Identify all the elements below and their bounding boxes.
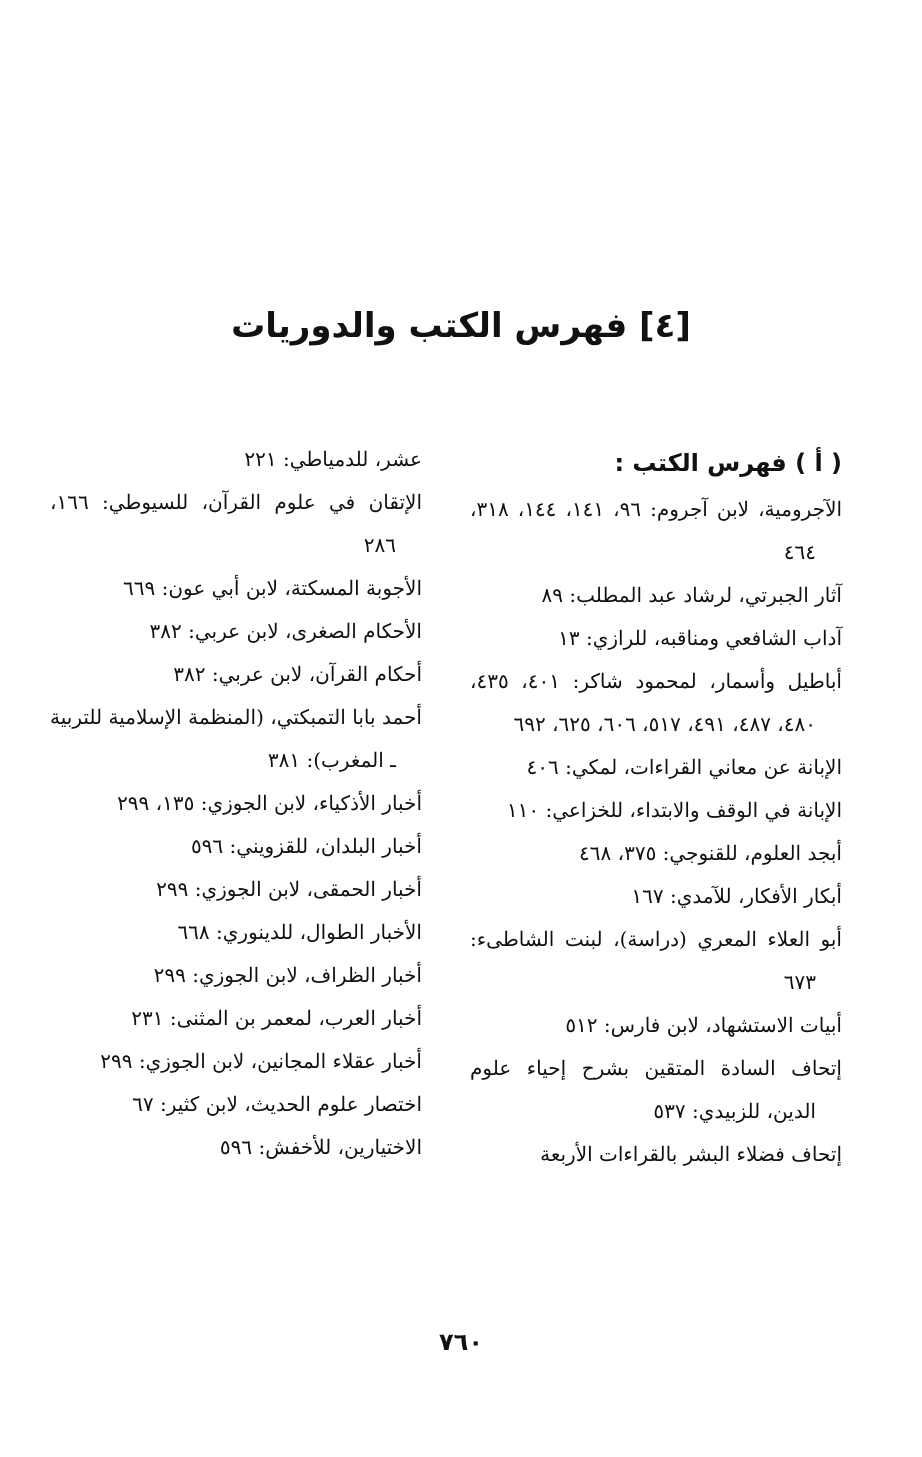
index-entry: أخبار البلدان، للقزويني: ٥٩٦ — [190, 834, 422, 858]
index-column-right — [470, 438, 842, 1176]
index-entry: أخبار الظراف، لابن الجوزي: ٢٩٩ — [153, 963, 422, 987]
index-entry: الإبانة عن معاني القراءات، لمكي: ٤٠٦ — [526, 755, 842, 779]
index-entry: الأجوبة المسكتة، لابن أبي عون: ٦٦٩ — [123, 576, 422, 600]
index-entry: أبجد العلوم، للقنوجي: ٣٧٥، ٤٦٨ — [579, 841, 842, 865]
index-entry: الآجرومية، لابن آجروم: ٩٦، ١٤١، ١٤٤، ٣١٨، ٤٦٤ — [470, 497, 843, 564]
index-column-left — [50, 438, 422, 1169]
index-entry: أبيات الاستشهاد، لابن فارس: ٥١٢ — [565, 1013, 842, 1037]
index-entry: أبكار الأفكار، للآمدي: ١٦٧ — [631, 884, 842, 908]
section-heading: ( أ ) فهرس الكتب : — [614, 449, 842, 477]
index-entry: أحكام القرآن، لابن عربي: ٣٨٢ — [173, 662, 422, 686]
index-entry: آثار الجبرتي، لرشاد عبد المطلب: ٨٩ — [541, 583, 842, 607]
page-title: [٤] فهرس الكتب والدوريات — [231, 306, 691, 346]
index-entry: أخبار الأذكياء، لابن الجوزي: ١٣٥، ٢٩٩ — [117, 791, 422, 815]
index-entry: أبو العلاء المعري (دراسة)، لبنت الشاطىء: ٦٧٣ — [470, 927, 842, 994]
index-entry: الاختيارين، للأخفش: ٥٩٦ — [219, 1135, 422, 1159]
index-entry: أخبار العرب، لمعمر بن المثنى: ٢٣١ — [131, 1006, 422, 1030]
index-entry: الأخبار الطوال، للدينوري: ٦٦٨ — [177, 920, 422, 944]
index-entry: إتحاف فضلاء البشر بالقراءات الأربعة — [540, 1142, 842, 1166]
index-entry: الإبانة في الوقف والابتداء، للخزاعي: ١١٠ — [506, 798, 842, 822]
index-entry: الأحكام الصغرى، لابن عربي: ٣٨٢ — [149, 619, 422, 643]
index-entry: أخبار الحمقى، لابن الجوزي: ٢٩٩ — [156, 877, 422, 901]
page-number: ٧٦٠ — [439, 1328, 483, 1356]
index-entry: أخبار عقلاء المجانين، لابن الجوزي: ٢٩٩ — [100, 1049, 422, 1073]
index-entry: أحمد بابا التمبكتي، (المنظمة الإسلامية للتربية ـ المغرب): ٣٨١ — [50, 705, 422, 772]
index-entry: اختصار علوم الحديث، لابن كثير: ٦٧ — [132, 1092, 422, 1116]
index-entry: إتحاف السادة المتقين بشرح إحياء علوم الدين، للزبيدي: ٥٣٧ — [470, 1056, 842, 1123]
index-entry: عشر، للدمياطي: ٢٢١ — [244, 447, 422, 471]
index-entry: الإتقان في علوم القرآن، للسيوطي: ١٦٦، ٢٨٦ — [50, 490, 422, 557]
index-entry: آداب الشافعي ومناقبه، للرازي: ١٣ — [558, 626, 842, 650]
index-entry: أباطيل وأسمار، لمحمود شاكر: ٤٠١، ٤٣٥، ٤٨٠، ٤٨٧، ٤٩١، ٥١٧، ٦٠٦، ٦٢٥، ٦٩٢ — [470, 669, 842, 736]
